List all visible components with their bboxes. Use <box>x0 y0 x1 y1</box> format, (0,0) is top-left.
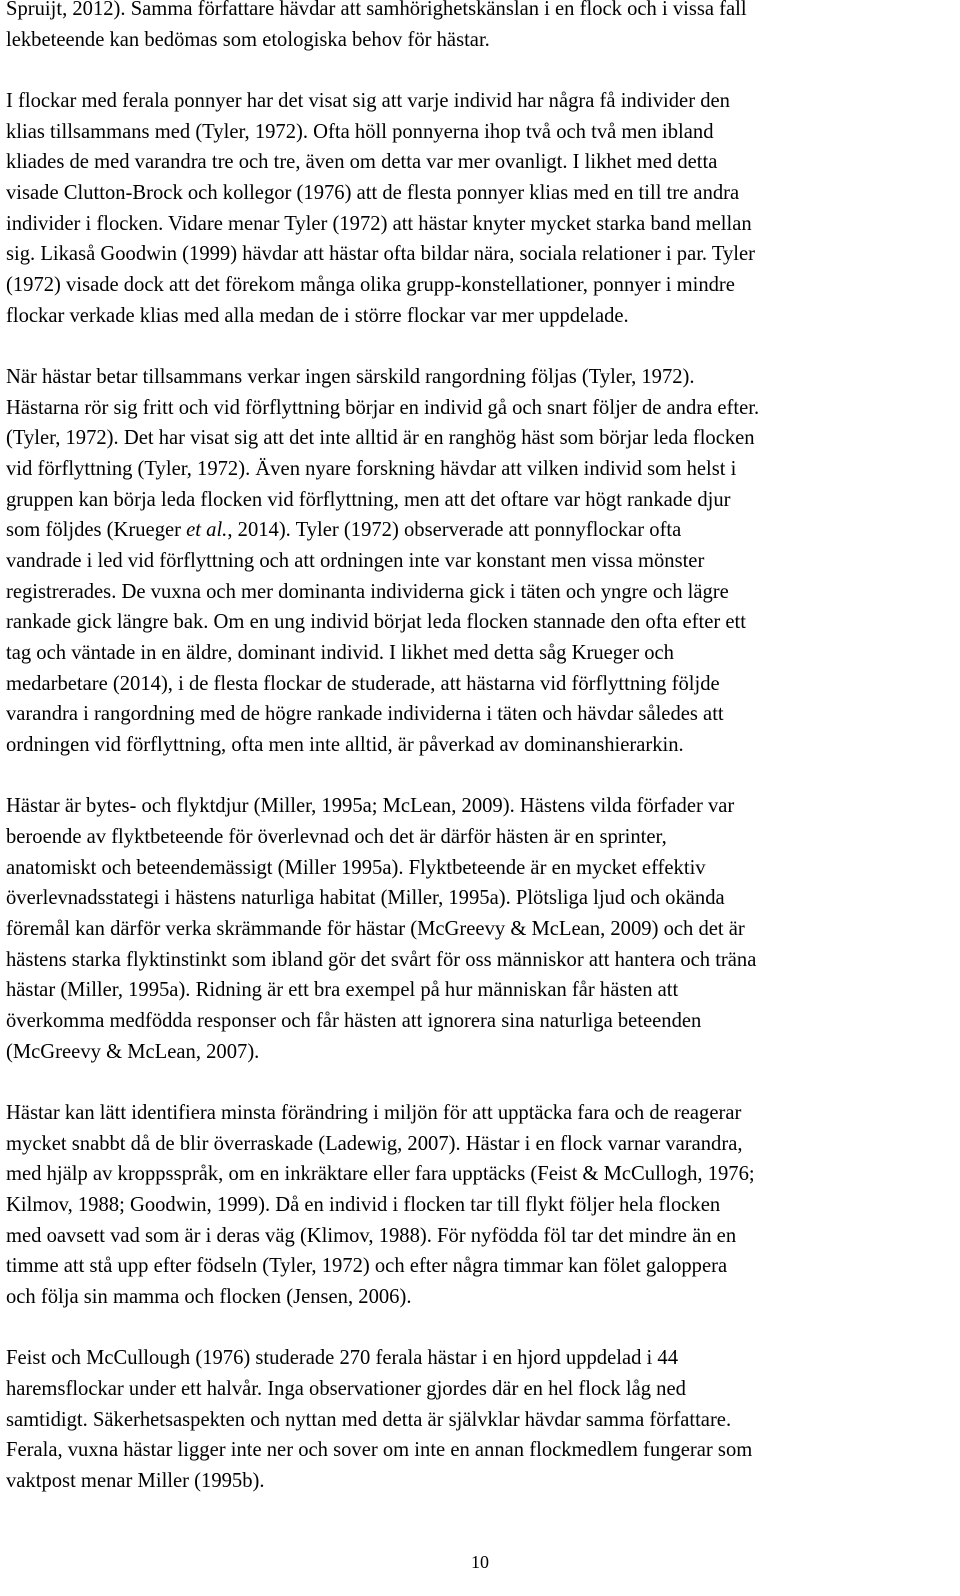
text-line: beroende av flyktbeteende för överlevnad och det är därför hästen är en sprinter, <box>6 826 667 848</box>
text-line: överkomma medfödda responser och får hästen att ignorera sina naturliga beteenden <box>6 1010 702 1033</box>
text-line: (McGreevy & McLean, 2007). <box>6 1040 260 1063</box>
text-line: vaktpost menar Miller (1995b). <box>6 1470 265 1493</box>
text-line: klias tillsammans med (Tyler, 1972). Ofta höll ponnyerna ihop två och två men ibland <box>6 120 714 143</box>
text-run: som följdes (Krueger <box>6 519 187 542</box>
text-line: föremål kan därför verka skrämmande för hästar (McGreevy & McLean, 2009) och det är <box>6 918 745 941</box>
text-line: Hästar är bytes- och flyktdjur (Miller, 1995a; McLean, 2009). Hästens vilda förfader var <box>6 795 735 818</box>
text-line: rankade gick längre bak. Om en ung individ börjat leda flocken stannade den ofta efter ett <box>6 611 746 634</box>
text-line: Hästarna rör sig fritt och vid förflyttning börjar en individ gå och snart följer de andra efter. <box>6 396 760 419</box>
italic-run: et al. <box>186 519 228 542</box>
text-line: Hästar kan lätt identifiera minsta förändring i miljön för att upptäcka fara och de reagerar <box>6 1102 742 1124</box>
text-line: I flockar med ferala ponnyer har det visat sig att varje individ har några få individer den <box>6 89 730 112</box>
document-page <box>6 0 952 1497</box>
text-line: överlevnadsstategi i hästens naturliga habitat (Miller, 1995a). Plötsliga ljud och okända <box>6 887 725 910</box>
text-line: hästar (Miller, 1995a). Ridning är ett bra exempel på hur människan får hästen att <box>6 979 679 1002</box>
text-line: Kilmov, 1988; Goodwin, 1999). Då en individ i flocken tar till flykt följer hela flocken <box>6 1194 721 1217</box>
text-line-with-italic <box>6 515 952 546</box>
text-line: samtidigt. Säkerhetsaspekten och nyttan med detta är självklar hävdar samma författare. <box>6 1408 732 1431</box>
text-line: lekbeteende kan bedömas som etologiska behov för hästar. <box>6 28 490 51</box>
text-line: registrerades. De vuxna och mer dominanta individerna gick i täten och yngre och lägre <box>6 580 729 603</box>
text-line: Spruijt, 2012). Samma författare hävdar att samhörighetskänslan i en flock och i vissa fall <box>6 0 747 20</box>
text-run: , 2014). Tyler (1972) observerade att ponnyflockar ofta <box>227 519 682 542</box>
paragraph-2 <box>6 86 952 332</box>
text-line: När hästar betar tillsammans verkar ingen särskild rangordning följas (Tyler, 1972). <box>6 365 695 388</box>
page-number: 10 <box>471 1552 489 1572</box>
text-line: vid förflyttning (Tyler, 1972). Även nyare forskning hävdar att vilken individ som helst i <box>6 457 737 480</box>
text-line: Feist och McCullough (1976) studerade 270 ferala hästar i en hjord uppdelad i 44 <box>6 1347 678 1370</box>
text-line: mycket snabbt då de blir överraskade (Ladewig, 2007). Hästar i en flock varnar varandra, <box>6 1132 743 1155</box>
text-line: individer i flocken. Vidare menar Tyler (1972) att hästar knyter mycket starka band mellan <box>6 212 752 235</box>
text-line: flockar verkade klias med alla medan de i större flockar var mer uppdelade. <box>6 304 629 327</box>
text-line: ordningen vid förflyttning, ofta men inte alltid, är påverkad av dominanshierarkin. <box>6 734 684 757</box>
text-line: tag och väntade in en äldre, dominant individ. I likhet med detta såg Krueger och <box>6 642 674 665</box>
text-line: timme att stå upp efter födseln (Tyler, 1972) och efter några timmar kan fölet galoppera <box>6 1255 728 1278</box>
text-line: gruppen kan börja leda flocken vid förflyttning, men att det oftare var högt rankade djur <box>6 488 731 511</box>
text-line: med hjälp av kroppsspråk, om en inkräktare eller fara upptäcks (Feist & McCullogh, 1976; <box>6 1163 755 1186</box>
text-line: visade Clutton-Brock och kollegor (1976) att de flesta ponnyer klias med en till tre andra <box>6 181 740 204</box>
text-line: Ferala, vuxna hästar ligger inte ner och sover om inte en annan flockmedlem fungerar som <box>6 1439 753 1462</box>
paragraph-5 <box>6 1098 952 1313</box>
text-line: (Tyler, 1972). Det har visat sig att det inte alltid är en ranghög häst som börjar leda flocken <box>6 427 755 450</box>
paragraph-6 <box>6 1343 952 1496</box>
text-line: sig. Likaså Goodwin (1999) hävdar att hästar ofta bildar nära, sociala relationer i par. Tyler <box>6 243 756 266</box>
text-line: med oavsett vad som är i deras väg (Klimov, 1988). För nyfödda föl tar det mindre än en <box>6 1224 737 1247</box>
paragraph-1 <box>6 0 952 55</box>
text-line: och följa sin mamma och flocken (Jensen, 2006). <box>6 1286 412 1309</box>
paragraph-4 <box>6 791 952 1067</box>
text-line: hästens starka flyktinstinkt som ibland gör det svårt för oss människor att hantera och träna <box>6 948 757 971</box>
text-line: (1972) visade dock att det förekom många olika grupp-konstellationer, ponnyer i mindre <box>6 274 735 296</box>
text-line: anatomiskt och beteendemässigt (Miller 1995a). Flyktbeteende är en mycket effektiv <box>6 856 706 879</box>
text-line: kliades de med varandra tre och tre, även om detta var mer ovanligt. I likhet med detta <box>6 151 718 174</box>
text-line: medarbetare (2014), i de flesta flockar de studerade, att hästarna vid förflyttning följde <box>6 672 720 695</box>
text-line: vandrade i led vid förflyttning och att ordningen inte var konstant men vissa mönster <box>6 550 705 572</box>
text-line: varandra i rangordning med de högre rankade individerna i täten och hävdar således att <box>6 703 724 726</box>
text-line: haremsflockar under ett halvår. Inga observationer gjordes där en hel flock låg ned <box>6 1378 686 1400</box>
paragraph-3 <box>6 362 952 761</box>
